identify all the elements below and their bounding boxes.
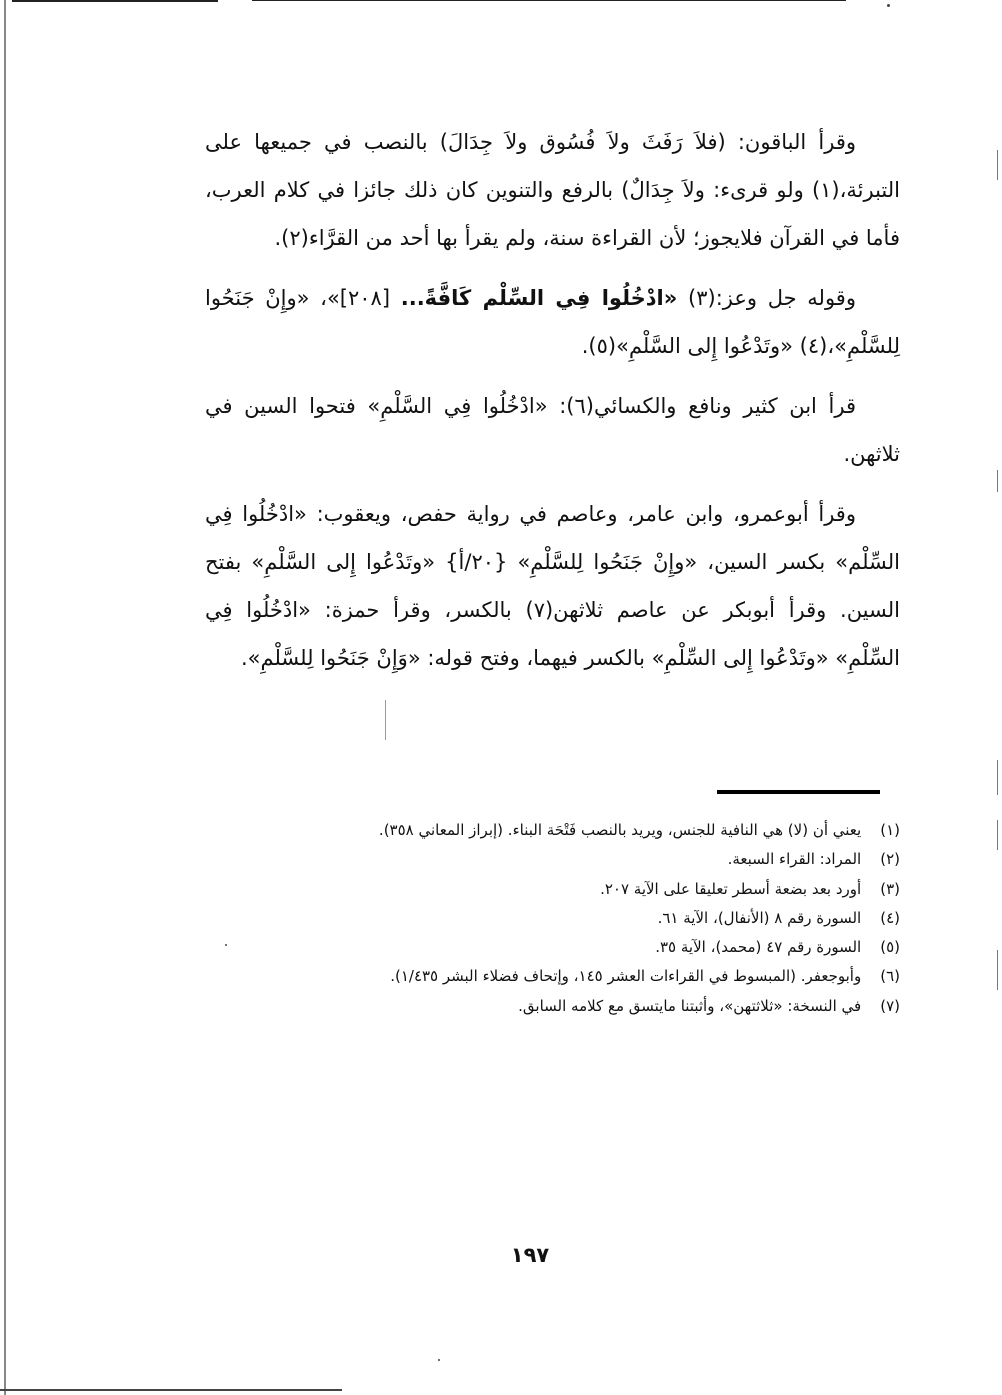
scan-speck — [887, 4, 890, 7]
paragraph-1: وقرأ الباقون: (فلاَ رَفَثَ ولاَ فُسُوق ولاَ جِدَالَ) بالنصب في جميعها على التبرئة،(١) ولو قرىء: ولاَ جِدَالٌ) بالرفع والتنوين كان ذلك جائزا في كلام العرب، فأما في القرآن فلايجوز؛ لأن القراءة سنة، ولم يقرأ بها أحد من القرَّاء(٢). — [205, 130, 900, 250]
page-number: ١٩٧ — [510, 1243, 550, 1267]
footnote-text: يعني أن (لا) هي النافية للجنس، ويريد بالنصب فَتْحَة البناء. (إبراز المعاني ٣٥٨). — [378, 821, 862, 839]
footnote — [230, 992, 900, 1021]
paragraph-2-rest: [٢٠٨]»، «وإِنْ جَنَحُوا لِلسَّلْمِ»،(٤) «وتَدْعُوا إِلى السَّلْمِ»(٥). — [205, 286, 900, 358]
footnote-text: أورد بعد بضعة أسطر تعليقا على الآية ٢٠٧. — [600, 879, 862, 898]
footnote — [230, 875, 900, 904]
paragraph-2-intro: وقوله جل وعز:(٣) — [677, 286, 856, 310]
footnote-number: (٢) — [880, 850, 900, 869]
left-page-edge — [4, 0, 6, 1395]
footnote-number: (٧) — [880, 996, 900, 1015]
footnote-number: (٥) — [880, 938, 900, 957]
footnote-text: وأبوجعفر. (المبسوط في القراءات العشر ١٤٥، وإتحاف فضلاء البشر ١/٤٣٥). — [390, 967, 862, 986]
scan-speck — [225, 944, 227, 946]
footnote-text: المراد: القراء السبعة. — [727, 850, 862, 869]
footnote — [230, 845, 900, 874]
scan-mark — [385, 700, 386, 740]
paragraph-3: قرأ ابن كثير ونافع والكسائي(٦): «ادْخُلُوا فِي السَّلْمِ» فتحوا السين في ثلاثهن. — [205, 394, 900, 466]
paragraph-4: وقرأ أبوعمرو، وابن عامر، وعاصم في رواية حفص، ويعقوب: «ادْخُلُوا فِي السِّلْم» بكسر السين، «وإِنْ جَنَحُوا لِلسَّلْمِ» {٢٠/أ} «وتَدْعُوا إِلى السَّلْمِ» بفتح السين. وقرأ أبوبكر عن عاصم ثلاثهن(٧) بالكسر، وقرأ حمزة: «ادْخُلُوا فِي السِّلْمِ» «وتَدْعُوا إِلى السِّلْمِ» بالكسر فيهما، وفتح قوله: «وَإِنْ جَنَحُوا لِلسَّلْمِ». — [205, 502, 900, 670]
top-rule-left — [12, 0, 218, 2]
footnote — [230, 816, 900, 845]
footnote — [230, 962, 900, 991]
scan-speck — [438, 1359, 440, 1361]
footnote-number: (٤) — [880, 908, 900, 927]
footnotes — [230, 816, 900, 1021]
quoted-verse: «ادْخُلُوا فِي السِّلْم كَافَّةً... — [400, 286, 678, 310]
footnote-text: في النسخة: «ثلاثتهن»، وأثبتنا مايتسق مع كلامه السابق. — [518, 996, 862, 1015]
footnote — [230, 933, 900, 962]
footnote-text: السورة رقم ٨ (الأنفال)، الآية ٦١. — [657, 908, 862, 927]
footnote-number: (٦) — [880, 967, 900, 986]
footnote — [230, 904, 900, 933]
bottom-rule — [0, 1389, 342, 1391]
paragraph-2 — [205, 274, 900, 370]
top-rule-right — [252, 0, 846, 1]
footnote-number: (١) — [880, 821, 900, 839]
footnote-separator — [717, 790, 880, 794]
footnote-text: السورة رقم ٤٧ (محمد)، الآية ٣٥. — [655, 938, 862, 957]
main-text — [205, 118, 900, 694]
footnote-number: (٣) — [880, 879, 900, 898]
